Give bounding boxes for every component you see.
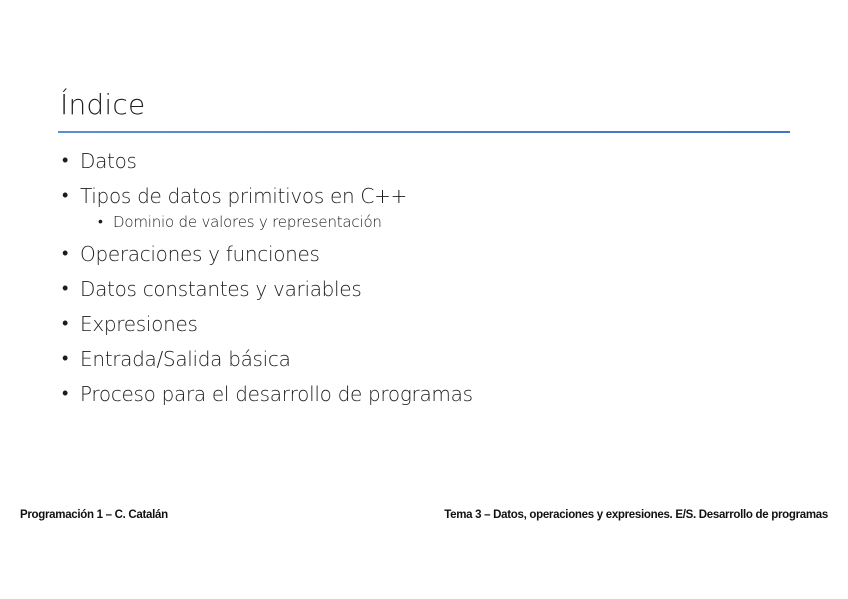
bullet-item	[62, 345, 473, 380]
bullet-dot-icon: •	[62, 150, 69, 171]
bullet-dot-icon: •	[62, 278, 69, 299]
bullet-text: Tipos de datos primitivos en C++	[80, 184, 408, 208]
bullet-list	[62, 147, 473, 415]
bullet-item	[62, 380, 473, 415]
footer-topic: Tema 3 – Datos, operaciones y expresiones. E/S. Desarrollo de programas	[444, 509, 828, 521]
bullet-item	[62, 310, 473, 345]
bullet-dot-icon: •	[62, 383, 69, 404]
sub-bullet-item	[98, 212, 473, 240]
bullet-text: Datos	[80, 149, 137, 173]
bullet-dot-icon: •	[62, 185, 69, 206]
bullet-item	[62, 275, 473, 310]
bullet-text: Expresiones	[80, 312, 198, 336]
bullet-dot-icon: •	[98, 214, 103, 230]
bullet-text: Proceso para el desarrollo de programas	[80, 382, 473, 406]
sub-bullet-text: Dominio de valores y representación	[113, 213, 382, 231]
bullet-dot-icon: •	[62, 348, 69, 369]
footer-course: Programación 1 – C. Catalán	[20, 509, 168, 521]
bullet-text: Entrada/Salida básica	[80, 347, 291, 371]
bullet-text: Datos constantes y variables	[80, 277, 362, 301]
bullet-text: Operaciones y funciones	[80, 242, 320, 266]
bullet-item	[62, 147, 473, 182]
bullet-dot-icon: •	[62, 313, 69, 334]
title-underline	[58, 131, 790, 133]
bullet-dot-icon: •	[62, 243, 69, 264]
bullet-item	[62, 240, 473, 275]
slide-title: Índice	[60, 88, 146, 121]
